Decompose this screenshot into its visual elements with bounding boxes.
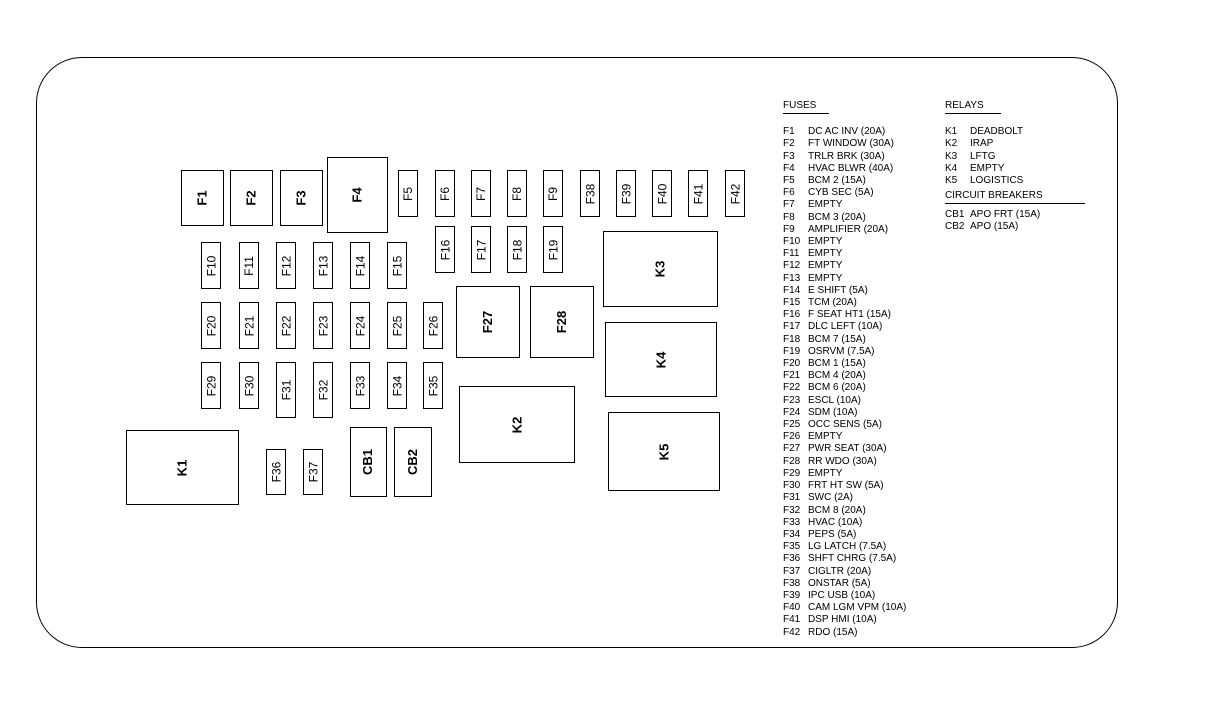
fuse-f29 bbox=[201, 362, 221, 409]
fuse-f4-label: F4 bbox=[349, 187, 365, 203]
fuse-legend-id: F26 bbox=[783, 431, 801, 443]
fuse-f36 bbox=[266, 449, 286, 495]
fuse-legend-description: CIGLTR (20A) bbox=[808, 565, 872, 577]
fuse-legend-id: F35 bbox=[783, 541, 801, 553]
fuse-legend-row bbox=[783, 505, 906, 517]
fuse-f35-label: F35 bbox=[426, 375, 440, 396]
fuse-legend-id: F33 bbox=[783, 516, 801, 528]
fuse-f36-label: F36 bbox=[269, 461, 283, 483]
fuse-legend-row bbox=[783, 553, 906, 565]
fuse-legend-id: F24 bbox=[783, 406, 801, 418]
fuse-legend-description: HVAC BLWR (40A) bbox=[808, 162, 894, 174]
fuse-f19 bbox=[543, 226, 563, 273]
fuse-f28-label: F28 bbox=[554, 310, 569, 334]
fuse-legend-description: HVAC (10A) bbox=[808, 516, 863, 528]
fuse-legend-id: F4 bbox=[783, 162, 795, 174]
breakers-legend-list bbox=[945, 209, 1085, 233]
fuse-f14 bbox=[350, 242, 370, 289]
fuse-f15 bbox=[387, 242, 407, 289]
fuse-legend-id: F17 bbox=[783, 321, 801, 333]
fuse-legend-id: F41 bbox=[783, 614, 801, 626]
relay-legend-description: DEADBOLT bbox=[970, 126, 1024, 138]
fuse-legend-description: BCM 3 (20A) bbox=[808, 211, 866, 223]
fuse-f14-label: F14 bbox=[353, 255, 367, 276]
fuse-f25 bbox=[387, 302, 407, 349]
fuse-f7-label: F7 bbox=[473, 186, 488, 201]
fuse-legend-id: F5 bbox=[783, 175, 795, 187]
fuse-f21 bbox=[239, 302, 259, 349]
fuse-legend-id: F15 bbox=[783, 297, 801, 309]
breaker-legend-id: CB1 bbox=[945, 209, 965, 221]
fuse-f25-label: F25 bbox=[390, 315, 404, 336]
fuse-legend-row bbox=[783, 529, 906, 541]
fuse-f33 bbox=[350, 362, 370, 409]
fuse-f30 bbox=[239, 362, 259, 409]
fuse-legend-description: SHFT CHRG (7.5A) bbox=[808, 553, 897, 565]
fuse-legend-id: F18 bbox=[783, 333, 801, 345]
relay-legend-description: IRAP bbox=[970, 138, 994, 150]
fuse-f7 bbox=[471, 170, 491, 217]
fuse-f6 bbox=[435, 170, 455, 217]
fuse-legend-description: EMPTY bbox=[808, 199, 843, 211]
fuse-f16 bbox=[435, 226, 455, 273]
fuse-f4 bbox=[327, 157, 388, 233]
fuse-f23-label: F23 bbox=[316, 315, 330, 336]
fuse-f11 bbox=[239, 242, 259, 289]
fuse-legend-row bbox=[783, 138, 906, 150]
fuse-f39-label: F39 bbox=[619, 183, 633, 204]
fuse-f12 bbox=[276, 242, 296, 289]
fuse-legend-description: DSP HMI (10A) bbox=[808, 614, 877, 626]
breaker-cb1 bbox=[350, 427, 387, 497]
fuse-legend-description: TCM (20A) bbox=[808, 297, 857, 309]
relay-legend-row bbox=[945, 175, 1023, 187]
breaker-cb2 bbox=[394, 427, 432, 497]
fuse-legend-id: F22 bbox=[783, 382, 801, 394]
fuse-f31 bbox=[276, 362, 296, 418]
fuse-f13-label: F13 bbox=[316, 255, 330, 276]
fuse-legend-row bbox=[783, 285, 906, 297]
fuse-f20-label: F20 bbox=[204, 315, 218, 336]
fuse-legend-description: DC AC INV (20A) bbox=[808, 126, 886, 138]
fuse-f8 bbox=[507, 170, 527, 217]
fuse-legend-id: F36 bbox=[783, 553, 801, 565]
fuse-f15-label: F15 bbox=[390, 255, 404, 276]
fuse-legend-row bbox=[783, 614, 906, 626]
relay-legend-id: K5 bbox=[945, 175, 958, 187]
fuse-f23 bbox=[313, 302, 333, 349]
fuse-legend-id: F21 bbox=[783, 370, 801, 382]
relays-legend bbox=[945, 100, 1023, 187]
fuse-legend-description: EMPTY bbox=[808, 431, 843, 443]
fuse-f2 bbox=[230, 170, 273, 226]
relay-legend-row bbox=[945, 138, 1023, 150]
relay-k2-label: K2 bbox=[509, 416, 524, 433]
fuse-legend-row bbox=[783, 236, 906, 248]
fuse-legend-row bbox=[783, 260, 906, 272]
fuse-legend-description: CYB SEC (5A) bbox=[808, 187, 874, 199]
fuse-f17-label: F17 bbox=[474, 239, 488, 260]
fuse-legend-row bbox=[783, 382, 906, 394]
relays-legend-list bbox=[945, 126, 1023, 187]
fuse-legend-row bbox=[783, 419, 906, 431]
fuse-legend-row bbox=[783, 151, 906, 163]
relay-legend-id: K4 bbox=[945, 162, 958, 174]
fuse-f34-label: F34 bbox=[390, 375, 404, 396]
fuse-legend-id: F40 bbox=[783, 602, 801, 614]
fuse-legend-id: F2 bbox=[783, 138, 795, 150]
fuse-legend-description: EMPTY bbox=[808, 248, 843, 260]
fuse-legend-id: F6 bbox=[783, 187, 795, 199]
fuse-legend-description: LG LATCH (7.5A) bbox=[808, 541, 887, 553]
fuse-f8-label: F8 bbox=[509, 186, 524, 201]
fuse-legend-row bbox=[783, 224, 906, 236]
relay-legend-row bbox=[945, 151, 1023, 163]
fuse-legend-description: EMPTY bbox=[808, 236, 843, 248]
fuse-legend-id: F13 bbox=[783, 272, 801, 284]
relays-legend-heading: RELAYS bbox=[945, 100, 1001, 114]
fuse-legend-id: F29 bbox=[783, 467, 801, 479]
fuse-legend-description: SDM (10A) bbox=[808, 406, 858, 418]
fuse-legend-row bbox=[783, 431, 906, 443]
fuse-legend-description: BCM 6 (20A) bbox=[808, 382, 866, 394]
fuse-f41-label: F41 bbox=[691, 183, 705, 204]
fuse-legend-row bbox=[783, 566, 906, 578]
fuse-f18-label: F18 bbox=[510, 239, 524, 260]
fuse-legend-description: BCM 1 (15A) bbox=[808, 358, 866, 370]
relay-k1 bbox=[126, 430, 239, 505]
relay-k3 bbox=[603, 231, 718, 307]
fuse-legend-id: F20 bbox=[783, 358, 801, 370]
fuse-legend-id: F34 bbox=[783, 528, 801, 540]
fuse-legend-description: IPC USB (10A) bbox=[808, 589, 876, 601]
fuse-legend-id: F42 bbox=[783, 626, 801, 638]
fuse-legend-id: F16 bbox=[783, 309, 801, 321]
fuse-f40-label: F40 bbox=[655, 183, 669, 204]
fuses-legend-list bbox=[783, 126, 906, 639]
fuse-legend-row bbox=[783, 334, 906, 346]
breaker-cb2-label: CB2 bbox=[404, 448, 420, 476]
fuse-legend-description: DLC LEFT (10A) bbox=[808, 321, 883, 333]
fuse-f27-label: F27 bbox=[480, 310, 495, 334]
fuse-legend-description: PEPS (5A) bbox=[808, 528, 857, 540]
fuse-legend-description: BCM 8 (20A) bbox=[808, 504, 866, 516]
fuse-f42 bbox=[725, 170, 745, 217]
fuse-legend-description: BCM 2 (15A) bbox=[808, 175, 866, 187]
fuse-f42-label: F42 bbox=[728, 183, 742, 204]
fuse-legend-description: BCM 7 (15A) bbox=[808, 333, 866, 345]
relay-legend-description: LOGISTICS bbox=[970, 175, 1024, 187]
fuse-f34 bbox=[387, 362, 407, 409]
fuse-legend-description: OSRVM (7.5A) bbox=[808, 345, 875, 357]
relay-k2 bbox=[459, 386, 575, 463]
fuse-legend-row bbox=[783, 602, 906, 614]
fuse-legend-row bbox=[783, 456, 906, 468]
fuse-legend-row bbox=[783, 541, 906, 553]
fuse-legend-row bbox=[783, 480, 906, 492]
fuse-f38 bbox=[580, 170, 600, 217]
relay-k4 bbox=[605, 322, 717, 397]
fuse-legend-row bbox=[783, 370, 906, 382]
breaker-cb1-label: CB1 bbox=[360, 448, 376, 476]
fuse-f27 bbox=[456, 286, 520, 358]
fuse-f19-label: F19 bbox=[546, 239, 560, 260]
fuse-legend-description: BCM 4 (20A) bbox=[808, 370, 866, 382]
fuses-legend-heading: FUSES bbox=[783, 100, 829, 114]
fuse-legend-row bbox=[783, 175, 906, 187]
fuse-legend-description: SWC (2A) bbox=[808, 492, 853, 504]
fuse-f26-label: F26 bbox=[426, 315, 440, 336]
fuse-legend-id: F9 bbox=[783, 223, 795, 235]
fuse-legend-id: F7 bbox=[783, 199, 795, 211]
fuses-legend bbox=[783, 100, 906, 639]
fuse-legend-id: F12 bbox=[783, 260, 801, 272]
fuse-f5-label: F5 bbox=[400, 186, 415, 201]
fuse-legend-row bbox=[783, 187, 906, 199]
fuse-legend-id: F1 bbox=[783, 126, 795, 138]
fuse-legend-description: RDO (15A) bbox=[808, 626, 858, 638]
fuse-legend-id: F27 bbox=[783, 443, 801, 455]
fuse-legend-id: F10 bbox=[783, 236, 801, 248]
fuse-f28 bbox=[530, 286, 594, 358]
fuse-legend-id: F37 bbox=[783, 565, 801, 577]
fuse-f18 bbox=[507, 226, 527, 273]
fuse-f24 bbox=[350, 302, 370, 349]
fuse-f39 bbox=[616, 170, 636, 217]
relay-legend-id: K1 bbox=[945, 126, 958, 138]
fuse-legend-row bbox=[783, 163, 906, 175]
fuse-legend-id: F28 bbox=[783, 455, 801, 467]
relay-legend-row bbox=[945, 126, 1023, 138]
fuse-f37-label: F37 bbox=[306, 461, 320, 483]
fuse-legend-description: ESCL (10A) bbox=[808, 394, 861, 406]
fuse-f35 bbox=[423, 362, 443, 409]
relay-k5-label: K5 bbox=[656, 443, 671, 460]
fuse-f30-label: F30 bbox=[242, 375, 256, 396]
fuse-legend-description: EMPTY bbox=[808, 467, 843, 479]
fuse-legend-row bbox=[783, 199, 906, 211]
fuse-legend-description: CAM LGM VPM (10A) bbox=[808, 602, 907, 614]
fuse-legend-row bbox=[783, 126, 906, 138]
fuse-f32-label: F32 bbox=[316, 379, 330, 401]
fuse-legend-id: F23 bbox=[783, 394, 801, 406]
breaker-legend-description: APO (15A) bbox=[970, 221, 1019, 233]
breakers-legend bbox=[945, 190, 1085, 234]
fuse-legend-row bbox=[783, 248, 906, 260]
fuse-legend-id: F11 bbox=[783, 248, 800, 260]
relay-legend-id: K3 bbox=[945, 150, 958, 162]
fuse-f40 bbox=[652, 170, 672, 217]
fuse-legend-description: ONSTAR (5A) bbox=[808, 577, 871, 589]
fuse-f2-label: F2 bbox=[243, 190, 259, 206]
fuse-legend-row bbox=[783, 358, 906, 370]
fuse-legend-description: OCC SENS (5A) bbox=[808, 419, 882, 431]
fuse-legend-description: RR WDO (30A) bbox=[808, 455, 877, 467]
fuse-legend-row bbox=[783, 321, 906, 333]
relay-k1-label: K1 bbox=[174, 459, 190, 476]
fuse-legend-row bbox=[783, 309, 906, 321]
fuse-legend-id: F19 bbox=[783, 345, 801, 357]
breaker-legend-description: APO FRT (15A) bbox=[970, 209, 1041, 221]
fuse-legend-description: AMPLIFIER (20A) bbox=[808, 223, 889, 235]
fuse-legend-row bbox=[783, 517, 906, 529]
relay-legend-description: LFTG bbox=[970, 150, 996, 162]
fuse-f16-label: F16 bbox=[438, 239, 452, 260]
fuse-f1-label: F1 bbox=[194, 190, 210, 206]
fuse-f10-label: F10 bbox=[204, 255, 218, 276]
fuse-legend-description: PWR SEAT (30A) bbox=[808, 443, 887, 455]
fuse-legend-row bbox=[783, 492, 906, 504]
fuse-f1 bbox=[181, 170, 224, 226]
relay-legend-description: EMPTY bbox=[970, 162, 1005, 174]
fuse-f5 bbox=[398, 170, 418, 217]
fuse-legend-row bbox=[783, 443, 906, 455]
fuse-legend-description: FRT HT SW (5A) bbox=[808, 480, 884, 492]
fuse-f12-label: F12 bbox=[279, 255, 293, 276]
fuse-f11-label: F11 bbox=[242, 255, 257, 276]
fuse-legend-id: F25 bbox=[783, 419, 801, 431]
fuse-legend-description: F SEAT HT1 (15A) bbox=[808, 309, 891, 321]
fuse-legend-row bbox=[783, 468, 906, 480]
fuse-f24-label: F24 bbox=[353, 315, 367, 336]
fuse-legend-id: F31 bbox=[783, 492, 801, 504]
breaker-legend-row bbox=[945, 209, 1085, 221]
fuse-f33-label: F33 bbox=[353, 375, 367, 396]
fuse-legend-id: F30 bbox=[783, 480, 801, 492]
fuse-f41 bbox=[688, 170, 708, 217]
fuse-legend-id: F14 bbox=[783, 284, 801, 296]
fuse-f9-label: F9 bbox=[545, 186, 560, 201]
fuse-legend-row bbox=[783, 590, 906, 602]
breakers-legend-heading: CIRCUIT BREAKERS bbox=[945, 190, 1085, 204]
fuse-f3-label: F3 bbox=[293, 190, 309, 206]
relay-legend-id: K2 bbox=[945, 138, 958, 150]
fuse-f29-label: F29 bbox=[204, 375, 218, 396]
fuse-legend-description: FT WINDOW (30A) bbox=[808, 138, 894, 150]
fuse-legend-id: F8 bbox=[783, 211, 795, 223]
fuse-f31-label: F31 bbox=[279, 379, 293, 401]
fuse-f10 bbox=[201, 242, 221, 289]
breaker-legend-row bbox=[945, 221, 1085, 233]
relay-legend-row bbox=[945, 163, 1023, 175]
fuse-f20 bbox=[201, 302, 221, 349]
breaker-legend-id: CB2 bbox=[945, 221, 965, 233]
fuse-legend-description: EMPTY bbox=[808, 272, 843, 284]
fuse-legend-row bbox=[783, 407, 906, 419]
fuse-f22 bbox=[276, 302, 296, 349]
fuse-legend-row bbox=[783, 297, 906, 309]
fuse-f9 bbox=[543, 170, 563, 217]
fuse-f37 bbox=[303, 449, 323, 495]
relay-k4-label: K4 bbox=[653, 351, 668, 368]
fuse-f26 bbox=[423, 302, 443, 349]
fuse-legend-row bbox=[783, 273, 906, 285]
fuse-f6-label: F6 bbox=[437, 186, 452, 201]
fuse-legend-id: F39 bbox=[783, 589, 801, 601]
fuse-legend-row bbox=[783, 212, 906, 224]
fuse-f22-label: F22 bbox=[279, 315, 293, 336]
fuse-f3 bbox=[280, 170, 323, 226]
fuse-legend-id: F32 bbox=[783, 504, 801, 516]
fuse-f21-label: F21 bbox=[242, 315, 256, 336]
fuse-f38-label: F38 bbox=[583, 183, 597, 204]
fuse-legend-description: E SHIFT (5A) bbox=[808, 284, 868, 296]
fuse-legend-id: F38 bbox=[783, 577, 801, 589]
fuse-legend-row bbox=[783, 346, 906, 358]
fuse-f13 bbox=[313, 242, 333, 289]
fuse-legend-description: TRLR BRK (30A) bbox=[808, 150, 885, 162]
fuse-legend-id: F3 bbox=[783, 150, 795, 162]
relay-k5 bbox=[608, 412, 720, 491]
fuse-legend-row bbox=[783, 627, 906, 639]
fuse-legend-row bbox=[783, 578, 906, 590]
fuse-f17 bbox=[471, 226, 491, 273]
fuse-legend-row bbox=[783, 395, 906, 407]
relay-k3-label: K3 bbox=[652, 260, 668, 278]
fuse-legend-description: EMPTY bbox=[808, 260, 843, 272]
fuse-f32 bbox=[313, 362, 333, 418]
